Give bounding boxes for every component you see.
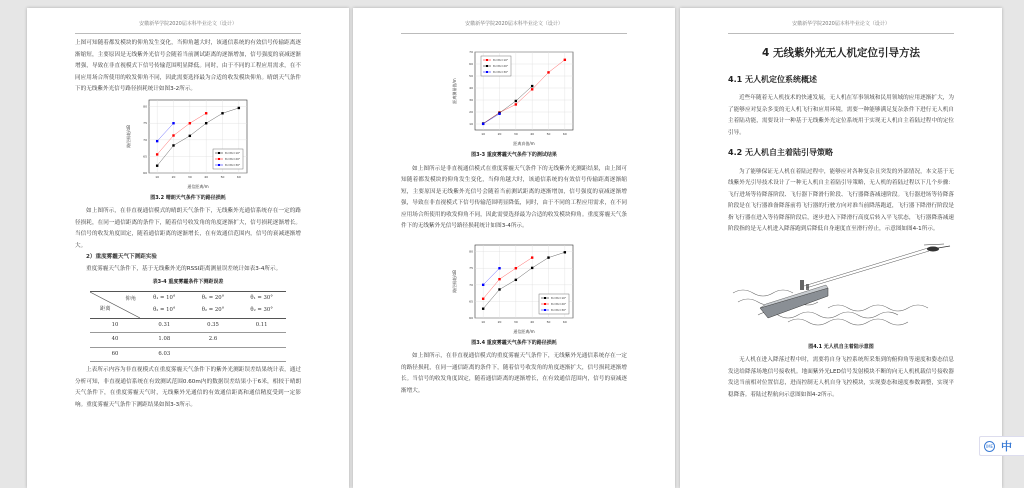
svg-text:60: 60 [143,170,147,175]
paragraph: 上图可知随着都发模块的仰角发生变化，当仰角越大时，该通信系统的有效信号传输距离逐渐缩短，主要原因是无线紫外光信号会随着当前测试距离的逐渐增加，信号强度的衰减逐渐增强，导致在非直视模式下信号传输范围明显降低。同时，由于不同的工程应用需求，在不同应用场合所使用的收发仰角不同，因此需要选择最为合适的收发模块仰角。晴朗天气条件下的无线紫外光信号路径损耗统计如图3-2所示。 [75,40,301,92]
figure-caption: 图3.4 重度雾霾天气条件下的路径损耗 [471,339,557,346]
svg-text:65: 65 [143,153,147,158]
document-page-2 [353,8,675,488]
svg-text:θ₁=θ₂=10°: θ₁=θ₂=10° [225,150,241,155]
svg-text:10: 10 [481,319,486,324]
svg-text:20: 20 [469,110,473,114]
header-elevation: 仰角 [125,295,136,302]
page-body [401,48,627,397]
figure-caption: 图3-3 重度雾霾天气条件下的测试结果 [471,152,557,158]
section-heading-4-1: 4.1 无人机定位系统概述 [728,74,817,84]
svg-text:50: 50 [220,174,225,179]
svg-text:60: 60 [562,132,567,136]
svg-text:θ₁=θ₂=30°: θ₁=θ₂=30° [225,162,241,167]
figure-caption: 图3.2 晴朗天气条件下的路径损耗 [150,194,226,201]
svg-text:距离测量值/m: 距离测量值/m [452,78,457,104]
error-table [90,291,286,363]
svg-text:θ₁=θ₂=30°: θ₁=θ₂=30° [551,307,567,312]
ime-logo-icon[interactable]: IME [984,441,995,452]
chart-fig3-2 [123,96,253,191]
svg-text:40: 40 [469,86,473,90]
chapter-title: 4 无线紫外光无人机定位引导方法 [762,47,920,59]
svg-text:50: 50 [546,132,551,136]
svg-text:40: 40 [530,132,535,136]
section-heading-4-2: 4.2 无人机自主着陆引导策略 [728,148,833,157]
subheading: 2）重度雾霾天气下测距实验 [86,254,158,260]
svg-text:θ₁=θ₂=20°: θ₁=θ₂=20° [493,64,509,68]
table-caption: 表3-4 重度雾霾条件下测距误差 [152,279,224,285]
svg-text:60: 60 [562,319,567,324]
page-header: 安徽新华学院2020届本科毕业论文（设计） [139,21,237,27]
table-row: 10 0.31 0.35 0.11 [90,318,286,333]
figure-caption: 图4.1 无人机自主着陆示意图 [808,343,874,350]
svg-text:θ₁=θ₂=20°: θ₁=θ₂=20° [225,156,241,161]
page-header: 安徽新华学院2020届本科毕业论文（设计） [792,21,890,27]
svg-text:θ₁=θ₂=10°: θ₁=θ₂=10° [551,295,567,300]
paragraph: 为了能够保证无人机在着陆过程中，能够应对各种复杂且突发的外部情况，本文基于无线紫外光引导技术设计了一种无人机自主着陆引导策略，无人机的着陆过程以下几个步骤：飞行进场等待降落阶段、飞行器下降滑行阶段、飞行器降落减速阶段。飞行器进场等待降落阶段是在飞行器准备降落前将飞行器的行驶方向对准当前降落跑道，飞行器下降滑行阶段是指飞行器在进入等待降落阶段后，逐步进入下降滑行高度后转入平飞状态，飞行器降落减速阶段指的是无人机进入降落跑到后降低自身速度直至滑行停止，示意图如图4-1所示。 [728,168,954,232]
column-header: θ₁ = 30° θ₂ = 30° [237,291,286,318]
header-distance: 距离 [100,306,111,312]
svg-text:θ₁=θ₂=20°: θ₁=θ₂=20° [551,301,567,306]
svg-text:10: 10 [481,132,486,136]
svg-text:30: 30 [187,174,192,179]
svg-text:θ₁=θ₂=10°: θ₁=θ₂=10° [493,58,509,62]
svg-text:75: 75 [143,120,147,125]
svg-text:10: 10 [469,122,473,126]
paragraph: 如上图所示，在非直视通信模式的重度雾霾天气条件下，无线紫外光通信系统存在一定的路径损耗，在同一通信距离的条件下，随着信号收发角的角度逐渐扩大，信号损耗逐渐增长。当信号的收发角度固定，随着通信距离的逐渐增长，在有效通信范围内，信号的衰减逐渐增大。 [401,353,627,394]
svg-text:70: 70 [469,282,473,287]
svg-text:20: 20 [497,319,502,324]
svg-text:通信距离/m: 通信距离/m [187,183,209,189]
svg-text:20: 20 [497,132,502,136]
svg-text:30: 30 [513,132,518,136]
table-row: 60 6.03 [90,347,286,362]
document-page-3 [680,8,1002,488]
svg-text:40: 40 [204,174,209,179]
svg-text:30: 30 [469,98,473,102]
svg-text:70: 70 [469,50,473,54]
svg-text:θ₁=θ₂=30°: θ₁=θ₂=30° [493,70,509,74]
svg-text:40: 40 [530,319,535,324]
page-body [728,38,954,401]
svg-text:65: 65 [469,298,473,303]
svg-text:10: 10 [155,174,160,179]
page-header: 安徽新华学院2020届本科毕业论文（设计） [465,21,563,27]
paragraph: 无人机在进入降落过程中时，需要将自身飞控系统所采集到的俯仰角等速度和姿态信息发送给降落场地信号接收机。地面紫外光LED信号发射模块不断的向无人机机载信号接收器发送当前相对位置信息，进而控制无人机自身飞控模块，实现姿态和速度参数调整，实现平稳降落。着陆过程航向示意图如图4-2所示。 [728,357,954,398]
header-rule [401,33,627,34]
paragraph: 如上图所示，在非直视通信模式的晴朗天气条件下，无线紫外光通信系统存在一定的路径损耗，在同一通信距离的条件下，随着信号收发角的角度逐渐扩大，信号损耗逐渐增长。当信号的收发角度固定，随着通信距离的逐渐增长，在有效通信范围内，信号的衰减逐渐增大。 [75,208,301,249]
ime-toolbar[interactable] [979,436,1024,456]
svg-text:60: 60 [469,315,473,320]
svg-text:80: 80 [469,249,473,254]
uav-landing-illustration [728,240,954,340]
table-row: 40 1.08 2.6 [90,333,286,348]
ime-language-toggle[interactable]: 中 [1001,440,1012,453]
svg-text:80: 80 [143,104,147,109]
paragraph: 重度雾霾天气条件下，基于无线紫外光的RSSI距离测量误差统计如表3-4所示。 [86,265,282,272]
paragraph: 近些年随着无人机技术的快速发展，无人机在军事领域和民用领域的应用逐渐扩大，为了能够应对复杂多变的无人机飞行和应用环境，需要一种能够满足复杂条件下进行无人机自主着陆功能，需要设计一种基于无线紫外光定位系统用于实现无人机自主着陆过程中的定位引导。 [728,95,954,136]
svg-text:60: 60 [236,174,241,179]
svg-text:20: 20 [171,174,176,179]
svg-text:70: 70 [143,137,147,142]
paragraph: 如上图所示是非直视通信模式在重度雾霾天气条件下的无线紫外光测距结果，由上图可知随着都发模块的仰角发生变化，当仰角越大时，该通信系统的有效信号传输距离逐渐缩短，主要原因是无线紫外光信号会随着当前测试距离的逐渐增加，信号强度的衰减逐渐增强，导致在非直视模式下信号传输范围明显降低，同时，由于不同的工程应用需求，在不同应用场合所使用的收发仰角不同，因此需要选择最为合适的收发模块仰角。重度雾霾天气条件下的无线紫外光信号路径损耗统计如图3-4所示。 [401,165,627,229]
svg-text:50: 50 [469,74,473,78]
svg-text:距离真值/m: 距离真值/m [513,141,535,146]
table-diagonal-header [90,291,140,318]
svg-text:通信距离/m: 通信距离/m [513,328,535,334]
header-rule [728,33,954,34]
header-rule [75,33,301,34]
svg-text:路径损耗/dB: 路径损耗/dB [126,124,131,148]
chart-fig3-3 [449,48,579,148]
svg-text:30: 30 [513,319,518,324]
paragraph: 上表所示内容为非直视模式在重度雾霾天气条件下的紫外光测距误差结果统计表，通过分析可知，非直视通信系统在有效测试范围0.60m内的数据误差结果小于6米，相较于晴朗天气条件下，在重度雾霾天气时，无线紫外光通信的有效通信距离和通信精度受到一定影响。重度雾霾天气条件下测距结果如图3-3所示。 [75,367,301,408]
page-body [75,38,301,411]
svg-text:路径损耗/dB: 路径损耗/dB [452,269,457,293]
chart-fig3-4 [449,241,579,336]
svg-text:60: 60 [469,62,473,66]
column-header: θ₁ = 10° θ₂ = 10° [140,291,189,318]
document-page-1 [27,8,349,488]
column-header: θ₁ = 20° θ₂ = 20° [189,291,238,318]
svg-text:50: 50 [546,319,551,324]
svg-text:75: 75 [469,265,473,270]
